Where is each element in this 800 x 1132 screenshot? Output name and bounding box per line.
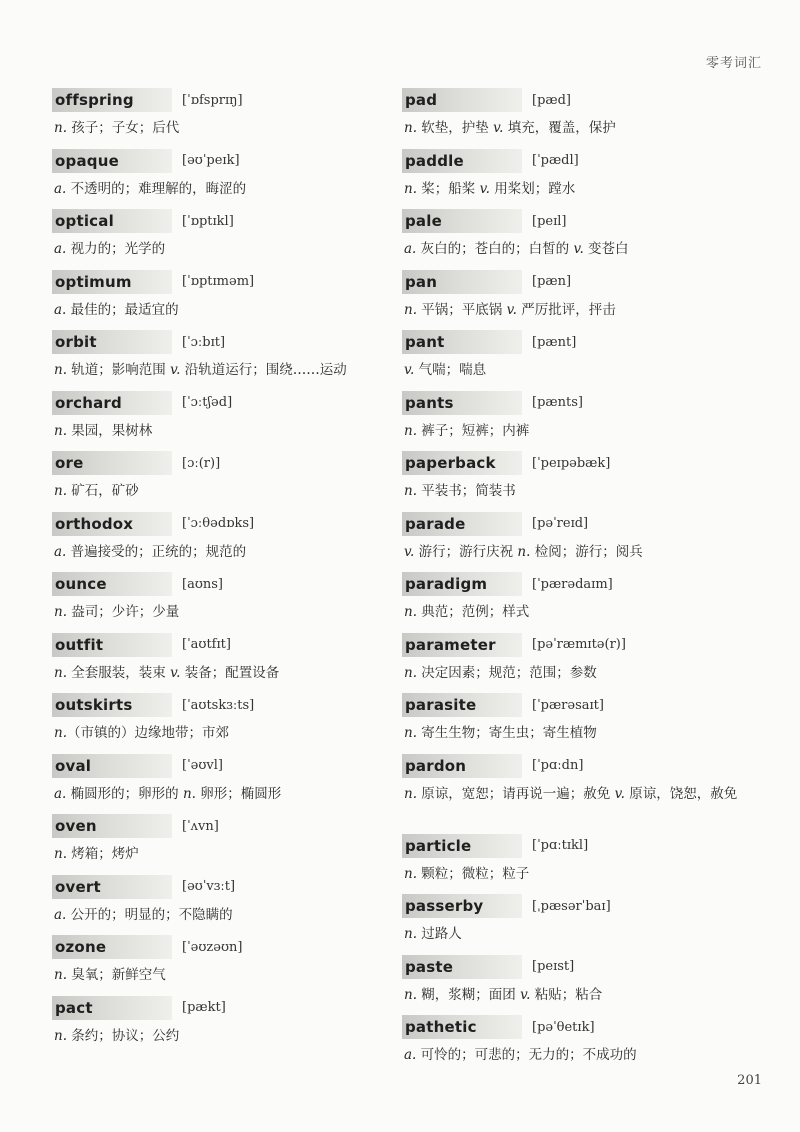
entry-head-row	[52, 391, 402, 415]
part-of-speech: v.	[404, 362, 415, 378]
headword: offspring	[52, 88, 172, 112]
headword: orchard	[52, 391, 172, 415]
phonetic: [pæd]	[532, 92, 572, 108]
vocab-entry	[402, 633, 752, 684]
headword: pact	[52, 996, 172, 1020]
part-of-speech: v.	[170, 664, 181, 681]
definition	[402, 783, 752, 805]
phonetic: [ˈaʊtfɪt]	[182, 637, 231, 652]
definition-text: 椭圆形的；卵形的	[66, 785, 183, 802]
headword: paste	[402, 955, 522, 979]
definition	[402, 601, 752, 623]
definition-text: 过路人	[417, 926, 462, 942]
vocab-entry	[402, 149, 752, 200]
definition	[402, 299, 752, 321]
part-of-speech: n.	[54, 725, 67, 741]
headword: paddle	[402, 149, 522, 173]
part-of-speech: n.	[404, 604, 417, 620]
part-of-speech: n.	[54, 846, 67, 862]
phonetic: [ˈpɑːtɪkl]	[532, 838, 589, 853]
definition-text: 全套服装，装束	[67, 664, 171, 681]
definition-text: 最佳的；最适宜的	[66, 301, 179, 318]
part-of-speech: v.	[506, 301, 517, 318]
entry-head-row	[402, 391, 752, 415]
headword: orbit	[52, 330, 172, 354]
vocab-entry	[52, 330, 402, 381]
definition-text: 盎司；少许；少量	[67, 604, 180, 620]
definition	[52, 359, 402, 381]
phonetic: [pəˈθetɪk]	[532, 1019, 595, 1035]
entry-head-row	[402, 1015, 752, 1039]
part-of-speech: n.	[54, 120, 67, 136]
part-of-speech: v.	[573, 241, 584, 257]
entry-head-row	[402, 88, 752, 112]
phonetic: [ˈpædl]	[532, 153, 579, 168]
phonetic: [pækt]	[182, 1000, 226, 1015]
headword: pants	[402, 391, 522, 415]
definition-text: 颗粒；微粒；粒子	[417, 865, 530, 882]
entry-head-row	[402, 834, 752, 858]
vocab-entry	[402, 834, 752, 885]
vocab-entry	[402, 754, 752, 805]
headword: pan	[402, 270, 522, 294]
headword: passerby	[402, 894, 522, 918]
vocab-entry	[52, 633, 402, 684]
part-of-speech: n.	[404, 301, 417, 318]
part-of-speech: n.	[404, 180, 417, 197]
definition	[52, 601, 402, 623]
phonetic: [ˈʌvn]	[182, 818, 219, 834]
definition-text: 臭氧；新鲜空气	[67, 967, 166, 983]
definition-text: 平锅；平底锅	[417, 301, 507, 318]
part-of-speech: v.	[520, 986, 531, 1003]
phonetic: [pəˈreɪd]	[532, 516, 589, 531]
part-of-speech: n.	[404, 785, 417, 802]
definition-text: 装备；配置设备	[180, 664, 280, 681]
vocab-entry	[52, 209, 402, 260]
vocab-entry	[402, 955, 752, 1006]
definition-text: 桨；船桨	[417, 180, 480, 197]
part-of-speech: a.	[54, 906, 67, 923]
part-of-speech: v.	[479, 180, 490, 197]
headword: paperback	[402, 451, 522, 475]
page-number: 201	[737, 1073, 762, 1088]
vocab-entry	[52, 754, 402, 805]
definition	[402, 923, 752, 945]
entry-head-row	[52, 209, 402, 233]
definition-text: 气喘；喘息	[414, 362, 487, 378]
definition-text: 不透明的；难理解的，晦涩的	[66, 180, 247, 197]
vocab-entry	[52, 693, 402, 744]
vocab-entry	[402, 88, 752, 139]
part-of-speech: n.	[404, 120, 417, 136]
definition-text: 原谅，宽恕；请再说一遍；赦免	[417, 785, 615, 802]
definition-text: 变苍白	[583, 241, 629, 257]
vocab-entry	[52, 512, 402, 563]
entry-head-row	[52, 754, 402, 778]
definition	[52, 178, 402, 200]
entry-head-row	[52, 693, 402, 717]
headword: pathetic	[402, 1015, 522, 1039]
part-of-speech: v.	[493, 120, 504, 136]
definition	[402, 117, 752, 139]
definition-text: 寄生生物；寄生虫；寄生植物	[417, 725, 597, 741]
vocab-entry	[52, 149, 402, 200]
part-of-speech: a.	[54, 301, 67, 318]
definition	[402, 178, 752, 200]
definition-text: 软垫，护垫	[417, 120, 494, 136]
definition-text: 矿石，矿砂	[67, 483, 139, 499]
headword: particle	[402, 834, 522, 858]
definition	[52, 964, 402, 986]
definition-text: 典范；范例；样式	[417, 604, 530, 620]
definition	[402, 541, 752, 563]
part-of-speech: n.	[54, 1027, 67, 1044]
definition	[52, 480, 402, 502]
part-of-speech: n.	[54, 483, 67, 499]
phonetic: [aʊns]	[182, 576, 223, 592]
vocab-entry	[402, 209, 752, 260]
definition	[402, 662, 752, 684]
definition-text: 原谅，饶恕，赦免	[624, 785, 738, 802]
definition	[402, 420, 752, 442]
definition	[402, 1044, 752, 1066]
vocab-entry	[52, 814, 402, 865]
definition	[52, 843, 402, 865]
entry-head-row	[52, 935, 402, 959]
definition-text: 填充，覆盖，保护	[503, 120, 616, 136]
definition-text: 糊，浆糊；面团	[417, 986, 521, 1003]
vocab-entry	[402, 451, 752, 502]
entry-head-row	[402, 512, 752, 536]
vocab-entry	[52, 88, 402, 139]
entry-head-row	[402, 330, 752, 354]
entry-head-row	[402, 451, 752, 475]
vocab-entry	[52, 935, 402, 986]
headword: pale	[402, 209, 522, 233]
headword: orthodox	[52, 512, 172, 536]
phonetic: [ˈpærədaɪm]	[532, 576, 613, 592]
vocab-entry	[52, 270, 402, 321]
phonetic: [peɪl]	[532, 213, 567, 229]
entry-head-row	[52, 996, 402, 1020]
headword: paradigm	[402, 572, 522, 596]
definition	[52, 662, 402, 684]
phonetic: [ˈpeɪpəbæk]	[532, 455, 611, 471]
headword: opaque	[52, 149, 172, 173]
part-of-speech: n.	[517, 543, 531, 560]
part-of-speech: n.	[182, 785, 196, 802]
phonetic: [ˈəʊvl]	[182, 758, 223, 773]
definition	[52, 783, 402, 805]
entry-head-row	[52, 149, 402, 173]
vocab-entry	[402, 693, 752, 744]
headword: outskirts	[52, 693, 172, 717]
definition	[402, 480, 752, 502]
entry-head-row	[52, 814, 402, 838]
part-of-speech: n.	[54, 967, 67, 983]
definition-text: 灰白的；苍白的；白皙的	[416, 241, 574, 257]
definition	[52, 238, 402, 260]
part-of-speech: v.	[404, 543, 415, 560]
definition-text: 公开的；明显的；不隐瞒的	[66, 906, 233, 923]
entry-head-row	[402, 894, 752, 918]
part-of-speech: n.	[404, 986, 417, 1003]
part-of-speech: a.	[54, 241, 67, 257]
headword: pardon	[402, 754, 522, 778]
headword: ozone	[52, 935, 172, 959]
vocab-entry	[402, 512, 752, 563]
definition	[52, 299, 402, 321]
headword: optimum	[52, 270, 172, 294]
vocab-entry	[52, 572, 402, 623]
definition-text: 检阅；游行；阅兵	[530, 543, 643, 560]
vocab-entry	[402, 572, 752, 623]
headword: overt	[52, 875, 172, 899]
part-of-speech: a.	[404, 1047, 417, 1063]
vocab-entry	[52, 391, 402, 442]
definition	[52, 1025, 402, 1047]
vocab-entry	[402, 391, 752, 442]
part-of-speech: v.	[614, 785, 625, 802]
definition-text: 可怜的；可悲的；无力的；不成功的	[416, 1047, 637, 1063]
entry-head-row	[52, 270, 402, 294]
phonetic: [ˈəʊzəʊn]	[182, 939, 243, 955]
definition	[402, 984, 752, 1006]
definition-text: 卵形；椭圆形	[195, 785, 282, 802]
part-of-speech: a.	[54, 180, 67, 197]
definition	[402, 238, 752, 260]
definition	[402, 722, 752, 744]
part-of-speech: n.	[404, 725, 417, 741]
phonetic: [ˈaʊtskɜːts]	[182, 697, 255, 713]
entry-head-row	[402, 270, 752, 294]
definition-text: 烤箱；烤炉	[67, 846, 139, 862]
phonetic: [ˈɒptɪməm]	[182, 274, 255, 289]
vocab-entry	[402, 894, 752, 945]
definition-text: 轨道；影响范围	[67, 362, 171, 378]
definition-text: 普遍接受的；正统的；规范的	[66, 543, 247, 560]
part-of-speech: a.	[54, 543, 67, 560]
part-of-speech: v.	[170, 362, 181, 378]
phonetic: [peɪst]	[532, 959, 575, 974]
headword: ounce	[52, 572, 172, 596]
definition-text: 沿轨道运行；围绕……运动	[180, 362, 347, 378]
phonetic: [pænts]	[532, 395, 583, 410]
entry-head-row	[52, 451, 402, 475]
part-of-speech: n.	[404, 664, 417, 681]
definition-text: 游行；游行庆祝	[414, 543, 518, 560]
phonetic: [ˈɔːθədɒks]	[182, 516, 255, 531]
part-of-speech: n.	[404, 926, 417, 942]
vocab-entry	[52, 451, 402, 502]
entry-head-row	[402, 209, 752, 233]
part-of-speech: a.	[404, 241, 417, 257]
phonetic: [əʊˈpeɪk]	[182, 153, 240, 168]
definition-text: 条约；协议；公约	[67, 1027, 180, 1044]
headword: pad	[402, 88, 522, 112]
definition	[52, 420, 402, 442]
definition-text: 严厉批评，抨击	[516, 301, 616, 318]
phonetic: [ˈɔːtʃəd]	[182, 395, 233, 410]
part-of-speech: n.	[404, 483, 417, 499]
phonetic: [ˈpɑːdn]	[532, 758, 584, 773]
phonetic: [pəˈræmɪtə(r)]	[532, 637, 626, 652]
header-title: 零考词汇	[705, 56, 762, 71]
definition-text: 平装书；简装书	[417, 483, 516, 499]
vocab-entry	[402, 330, 752, 381]
entry-head-row	[402, 693, 752, 717]
phonetic: [pænt]	[532, 334, 577, 350]
entry-head-row	[52, 875, 402, 899]
headword: oven	[52, 814, 172, 838]
entry-head-row	[402, 955, 752, 979]
headword: parasite	[402, 693, 522, 717]
entry-head-row	[52, 633, 402, 657]
headword: parameter	[402, 633, 522, 657]
headword: pant	[402, 330, 522, 354]
phonetic: [əʊˈvɜːt]	[182, 879, 236, 894]
part-of-speech: n.	[54, 664, 67, 681]
definition	[52, 722, 402, 744]
vocab-entry	[52, 996, 402, 1047]
entry-head-row	[52, 330, 402, 354]
headword: oval	[52, 754, 172, 778]
vocab-entry	[402, 1015, 752, 1066]
vocab-entry	[52, 875, 402, 926]
headword: optical	[52, 209, 172, 233]
entry-head-row	[52, 88, 402, 112]
definition-text: 孩子；子女；后代	[67, 120, 180, 136]
entry-head-row	[402, 754, 752, 778]
entry-head-row	[52, 512, 402, 536]
part-of-speech: n.	[54, 604, 67, 620]
definition-text: 裤子；短裤；内裤	[417, 422, 530, 439]
definition-text: 粘贴；粘合	[530, 986, 603, 1003]
definition	[52, 541, 402, 563]
definition	[52, 117, 402, 139]
entry-head-row	[402, 149, 752, 173]
phonetic: [ˌpæsərˈbaɪ]	[532, 898, 611, 914]
definition-text: 果园，果树林	[67, 422, 153, 439]
part-of-speech: n.	[54, 362, 67, 378]
definition	[402, 863, 752, 885]
part-of-speech: n.	[54, 422, 67, 439]
headword: ore	[52, 451, 172, 475]
phonetic: [ˈɔːbɪt]	[182, 334, 226, 350]
definition-text: 用桨划；蹚水	[489, 180, 576, 197]
vocab-entry	[402, 270, 752, 321]
part-of-speech: a.	[54, 785, 67, 802]
definition-text: 视力的；光学的	[66, 241, 166, 257]
entry-head-row	[402, 633, 752, 657]
definition-text: 决定因素；规范；范围；参数	[417, 664, 597, 681]
part-of-speech: n.	[404, 865, 417, 882]
entry-head-row	[52, 572, 402, 596]
definition-text: （市镇的）边缘地带；市郊	[67, 725, 229, 741]
definition	[52, 904, 402, 926]
phonetic: [pæn]	[532, 274, 572, 289]
phonetic: [ɔː(r)]	[182, 455, 221, 471]
phonetic: [ˈɒfsprɪŋ]	[182, 92, 243, 108]
headword: outfit	[52, 633, 172, 657]
headword: parade	[402, 512, 522, 536]
phonetic: [ˈɒptɪkl]	[182, 213, 234, 229]
phonetic: [ˈpærəsaɪt]	[532, 697, 604, 713]
part-of-speech: n.	[404, 422, 417, 439]
definition	[402, 359, 752, 381]
entry-head-row	[402, 572, 752, 596]
